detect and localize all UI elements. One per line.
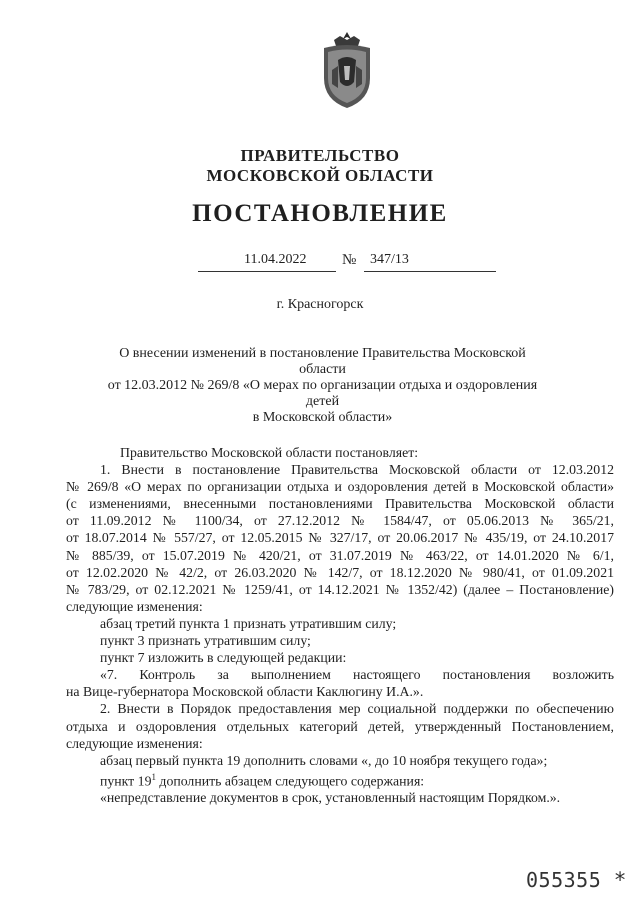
body-line: «7. Контроль за выполнением настоящего постановления возложить bbox=[100, 667, 614, 683]
body-line: следующие изменения: bbox=[66, 598, 203, 614]
document-body bbox=[66, 444, 614, 807]
body-line: Правительство Московской области постановляет: bbox=[120, 445, 419, 460]
body-line: 2. Внести в Порядок предоставления мер социальной поддержки по обеспечению bbox=[100, 701, 614, 717]
body-line: абзац первый пункта 19 дополнить словами «, до 10 ноября текущего года»; bbox=[100, 752, 548, 768]
government-name-line2: МОСКОВСКОЙ ОБЛАСТИ bbox=[206, 166, 434, 185]
subject-line: О внесении изменений в постановление Правительства Московской области bbox=[119, 346, 526, 377]
body-line: от 11.09.2012 № 1100/34, от 27.12.2012 № 1584/47, от 05.06.2013 № 365/21, bbox=[66, 513, 614, 529]
body-line: от 18.07.2014 № 557/27, от 12.05.2015 № 327/17, от 20.06.2017 № 435/19, от 24.10.2017 bbox=[66, 530, 614, 546]
body-line: № 885/39, от 15.07.2019 № 420/21, от 31.07.2019 № 463/22, от 14.01.2020 № 6/1, bbox=[66, 547, 614, 563]
body-line: следующие изменения: bbox=[66, 735, 203, 751]
body-line: от 12.02.2020 № 42/2, от 26.03.2020 № 142/7, от 18.12.2020 № 980/41, от 01.09.2021 bbox=[66, 564, 614, 580]
body-line: отдыха и оздоровления отдельных категорий детей, утвержденный Постановлением, bbox=[66, 718, 614, 734]
body-line: (с изменениями, внесенными постановлениями Правительства Московской области bbox=[66, 496, 614, 512]
body-line: «непредставление документов в срок, установленный настоящим Порядком.». bbox=[100, 790, 561, 806]
serial-stamp bbox=[526, 868, 627, 892]
city-name: г. Красногорск bbox=[276, 297, 364, 312]
body-line-text: пункт 19 bbox=[100, 773, 152, 789]
body-line bbox=[66, 769, 614, 790]
number-sign: № bbox=[342, 252, 357, 268]
body-line: на Вице-губернатора Московской области Каклюгину И.А.». bbox=[66, 684, 424, 700]
serial-number: 055355 bbox=[526, 868, 602, 892]
body-line: пункт 7 изложить в следующей редакции: bbox=[100, 650, 347, 666]
document-subject bbox=[95, 346, 550, 426]
date-underline bbox=[198, 271, 336, 272]
government-name-line1: ПРАВИТЕЛЬСТВО bbox=[240, 146, 400, 165]
superscript-index: 1 bbox=[151, 771, 156, 782]
body-line-text: дополнить абзацем следующего содержания: bbox=[155, 773, 425, 789]
number-underline bbox=[364, 271, 496, 272]
document-date: 11.04.2022 bbox=[244, 252, 307, 267]
body-line: № 783/29, от 02.12.2021 № 1259/41, от 14.12.2021 № 1352/42) (далее – Постановление) bbox=[66, 581, 614, 597]
star-icon: * bbox=[613, 868, 627, 892]
subject-line: от 12.03.2012 № 269/8 «О мерах по организации отдыха и оздоровления детей bbox=[107, 378, 538, 409]
subject-line: в Московской области» bbox=[252, 410, 393, 425]
coat-of-arms-icon bbox=[318, 30, 376, 110]
document-type-title: ПОСТАНОВЛЕНИЕ bbox=[192, 200, 448, 227]
body-line: 1. Внести в постановление Правительства Московской области от 12.03.2012 bbox=[100, 462, 614, 478]
body-line: № 269/8 «О мерах по организации отдыха и оздоровления детей в Московской области» bbox=[66, 479, 614, 495]
body-line: абзац третий пункта 1 признать утратившим силу; bbox=[100, 615, 397, 631]
document-number: 347/13 bbox=[370, 252, 409, 267]
body-line: пункт 3 признать утратившим силу; bbox=[100, 633, 311, 649]
date-number-row bbox=[198, 252, 498, 272]
